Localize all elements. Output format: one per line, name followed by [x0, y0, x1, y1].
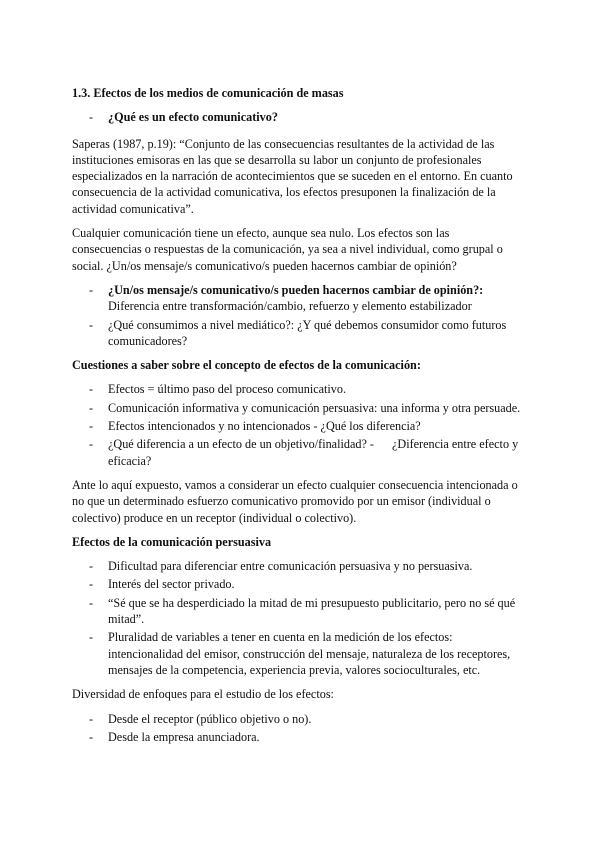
persuasive-item-text: “Sé que se ha desperdiciado la mitad de mi presupuesto publicitario, pero no sé qué mitad”. [108, 595, 516, 627]
list-item [72, 629, 522, 678]
persuasive-item-text: Dificultad para diferenciar entre comunicación persuasiva y no persuasiva. [108, 559, 473, 574]
list-item [72, 282, 522, 315]
dash-bullet: - [89, 595, 94, 610]
list-item [72, 558, 522, 574]
concept-title: Cuestiones a saber sobre el concepto de efectos de la comunicación: [72, 358, 421, 373]
list-item [72, 418, 522, 434]
concept-list [72, 381, 522, 468]
list-item [72, 317, 522, 350]
document-content [72, 85, 522, 753]
concept-item-text: ¿Qué diferencia a un efecto de un objetivo/finalidad? - [108, 437, 374, 452]
question-main: ¿Qué es un efecto comunicativo? [108, 110, 278, 125]
dash-bullet: - [89, 282, 94, 297]
dash-bullet: - [89, 559, 94, 574]
concept-item-text: ¿Diferencia entre efecto y eficacia? [108, 437, 519, 468]
approach-list [72, 711, 522, 746]
any-communication-paragraph: Cualquier comunicación tiene un efecto, aunque sea nulo. Los efectos son las consecuencias o respuestas de la comunicación, ya sea a nivel individual, como grupal o social. ¿Un/os mensaje/s comunicativo/s pueden hacernos cambiar de opinión? [72, 226, 503, 273]
questions-list [72, 282, 522, 349]
list-item [72, 400, 522, 416]
dash-bullet: - [89, 400, 94, 415]
list-item [72, 576, 522, 592]
approach-item-text: Desde el receptor (público objetivo o no). [108, 711, 312, 726]
list-item [72, 595, 522, 628]
list-item [72, 109, 522, 125]
persuasive-title: Efectos de la comunicación persuasiva [72, 534, 272, 549]
persuasive-list [72, 558, 522, 678]
question-heading: ¿Un/os mensaje/s comunicativo/s pueden hacernos cambiar de opinión?: [108, 282, 484, 297]
quote-paragraph: Saperas (1987, p.19): “Conjunto de las consecuencias resultantes de la actividad de las instituciones emisoras en las que se desarrolla su labor un conjunto de profesionales especializados en la narración de acontecimientos que se suceden en el entorno. En cuanto consecuencia de la actividad comunicativa, los efectos presuponen la finalización de la actividad comunicativa”. [72, 136, 513, 216]
list-item [72, 436, 522, 469]
dash-bullet: - [89, 110, 94, 125]
dash-bullet: - [89, 419, 94, 434]
dash-bullet: - [89, 382, 94, 397]
dash-bullet: - [89, 711, 94, 726]
approach-item-text: Desde la empresa anunciadora. [108, 729, 260, 744]
concept-item-text: Comunicación informativa y comunicación persuasiva: una informa y otra persuade. [108, 400, 521, 415]
question-text: Diferencia entre transformación/cambio, refuerzo y elemento estabilizador [108, 299, 472, 314]
dash-bullet: - [89, 437, 94, 452]
persuasive-item-text: Pluralidad de variables a tener en cuenta en la medición de los efectos: intencionalidad del emisor, construcción del mensaje, naturaleza de los receptores, mensajes de la competencia, experiencia previa, valores socioculturales, etc. [108, 630, 511, 677]
exposed-paragraph: Ante lo aquí expuesto, vamos a considerar un efecto cualquier consecuencia intencionada o no que un determinado esfuerzo comunicativo promovido por un emisor (individual o colectivo) produce en un receptor (individual o colectivo). [72, 477, 518, 525]
list-item [72, 381, 522, 397]
diversity-paragraph: Diversidad de enfoques para el estudio de los efectos: [72, 687, 334, 702]
dash-bullet: - [89, 317, 94, 332]
dash-bullet: - [89, 729, 94, 744]
question-text: ¿Qué consumimos a nivel mediático?: ¿Y qué debemos consumidor como futuros comunicadores? [108, 317, 507, 348]
dash-bullet: - [89, 630, 94, 645]
persuasive-item-text: Interés del sector privado. [108, 577, 235, 592]
question-main-list [72, 109, 522, 125]
section-title: 1.3. Efectos de los medios de comunicación de masas [72, 86, 344, 100]
list-item [72, 711, 522, 727]
dash-bullet: - [89, 577, 94, 592]
concept-item-text: Efectos intencionados y no intencionados - ¿Qué los diferencia? [108, 419, 421, 434]
list-item [72, 729, 522, 745]
concept-item-text: Efectos = último paso del proceso comunicativo. [108, 382, 347, 397]
